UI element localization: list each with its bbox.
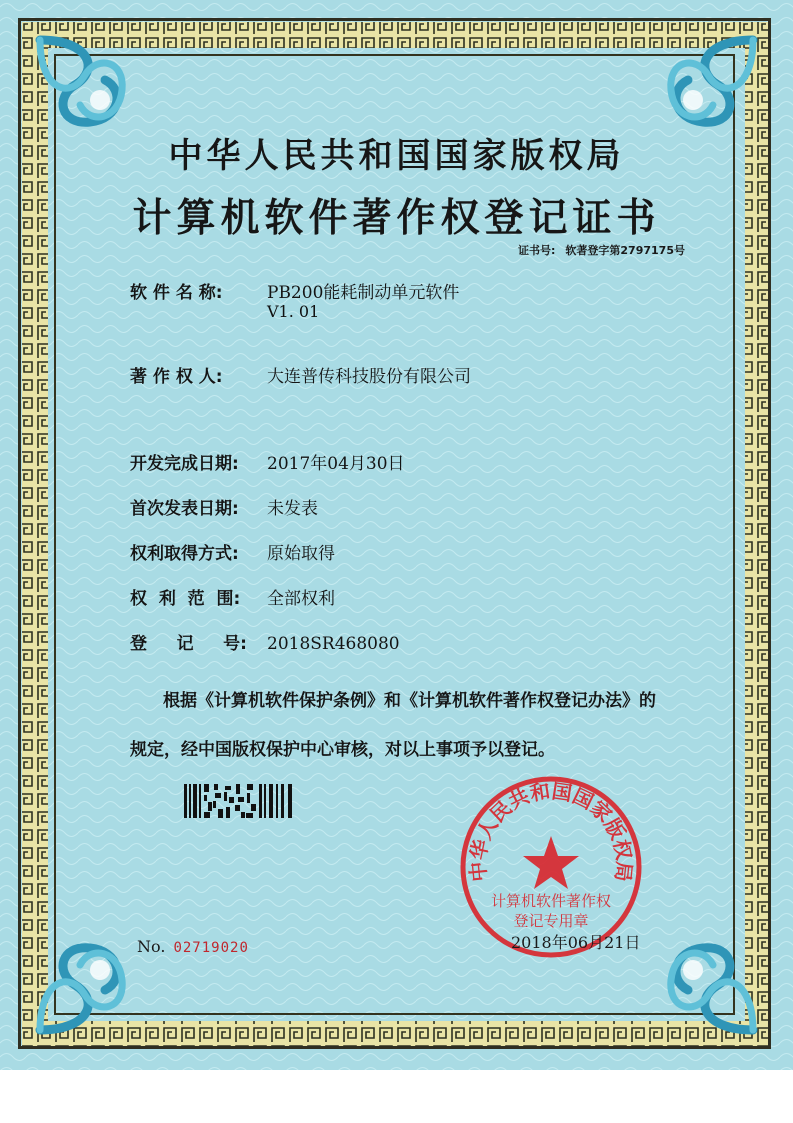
certificate-number <box>518 242 695 258</box>
field-label: 软 件 名 称: <box>130 283 223 303</box>
issue-date: 2018年06月21日 <box>511 933 641 952</box>
field-first-publication <box>130 494 318 519</box>
field-label: 登 记 号: <box>130 634 247 654</box>
field-value: 大连普传科技股份有限公司 <box>267 367 471 387</box>
field-value: 全部权利 <box>267 589 335 609</box>
serial-value: 02719020 <box>173 940 249 956</box>
field-rights-scope <box>130 584 335 609</box>
field-label: 权 利 范 围: <box>130 589 241 609</box>
field-completion-date <box>130 449 405 474</box>
seal-ring-text: 中华人民共和国国家版权局 <box>465 778 637 883</box>
serial-number <box>137 937 249 956</box>
field-value: 原始取得 <box>267 544 335 564</box>
star-icon <box>523 836 579 889</box>
field-registration-number <box>130 629 400 654</box>
issuing-authority: 中华人民共和国国家版权局 <box>168 136 625 176</box>
corner-ornament-icon <box>30 910 160 1040</box>
field-acquisition-method <box>130 539 335 564</box>
certificate-number-label: 证书号: <box>518 244 556 257</box>
field-value: PB200能耗制动单元软件 <box>267 283 460 303</box>
field-label: 权利取得方式: <box>130 544 239 564</box>
field-label: 首次发表日期: <box>130 499 239 519</box>
field-label: 著 作 权 人: <box>130 367 223 387</box>
statement-line-2: 规定，经中国版权保护中心审核，对以上事项予以登记。 <box>130 740 555 760</box>
corner-ornament-icon <box>633 910 763 1040</box>
field-copyright-owner <box>130 362 471 387</box>
statement-line-1: 根据《计算机软件保护条例》和《计算机软件著作权登记办法》的 <box>163 691 656 711</box>
serial-label: No. <box>137 937 166 956</box>
certificate-number-value: 软著登字第2797175号 <box>565 244 685 257</box>
seal-line-2: 登记专用章 <box>513 912 589 930</box>
software-version: V1. 01 <box>267 302 320 321</box>
barcode-icon <box>184 782 296 820</box>
field-value: 未发表 <box>267 499 318 519</box>
field-label: 开发完成日期: <box>130 454 239 474</box>
certificate-title: 计算机软件著作权登记证书 <box>132 196 661 241</box>
field-value: 2017年04月30日 <box>267 454 405 474</box>
field-software-name <box>130 278 459 303</box>
field-value: 2018SR468080 <box>267 634 400 654</box>
seal-line-1: 计算机软件著作权 <box>490 892 612 910</box>
